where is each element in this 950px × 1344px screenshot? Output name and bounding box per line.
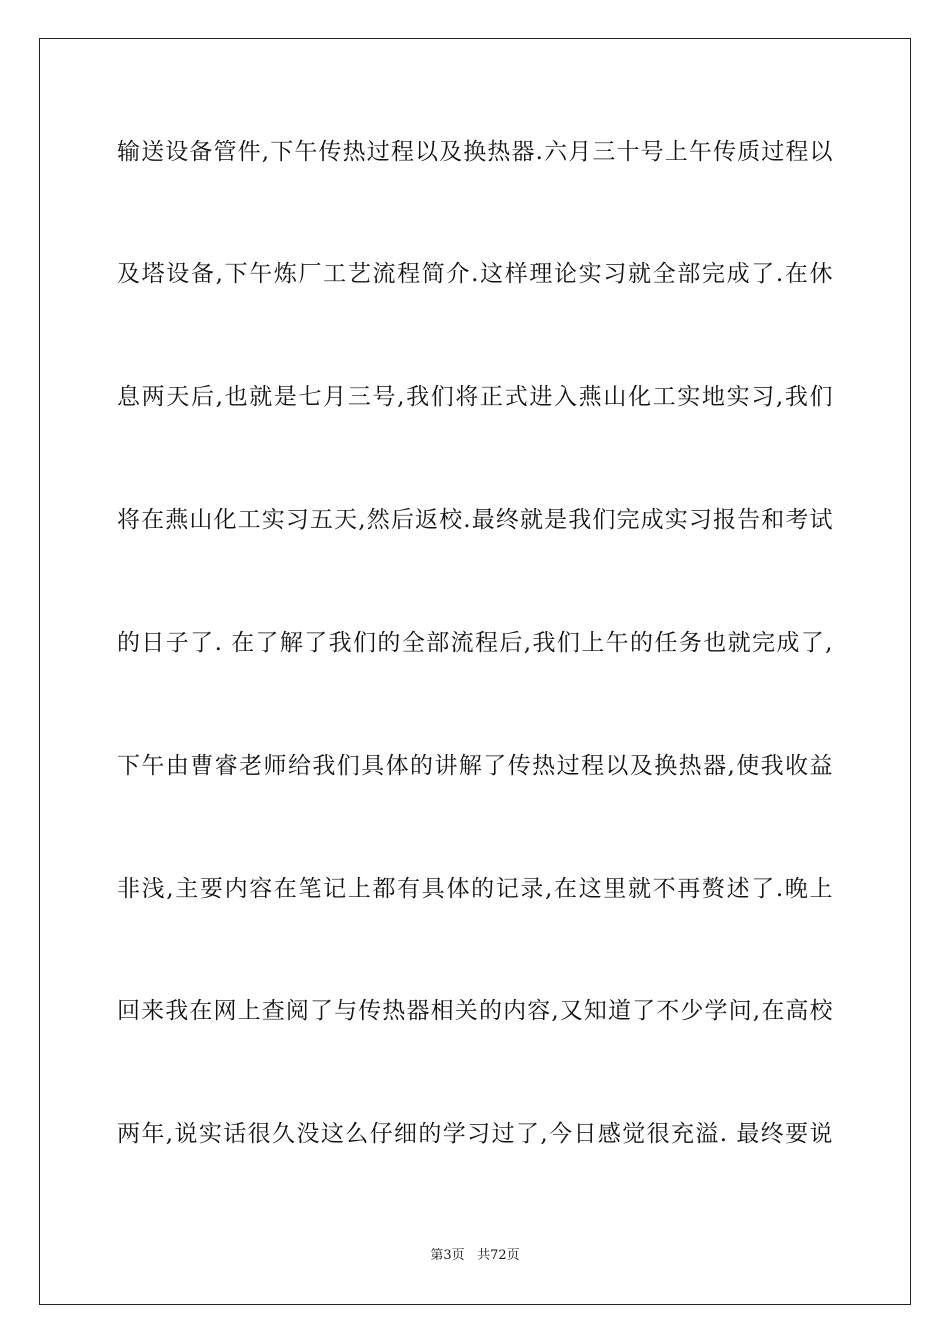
text-line: 及塔设备,下午炼厂工艺流程简介.这样理论实习就全部完成了.在休	[117, 261, 833, 287]
text-line: 输送设备管件,下午传热过程以及换热器.六月三十号上午传质过程以	[117, 139, 833, 165]
text-line: 息两天后,也就是七月三号,我们将正式进入燕山化工实地实习,我们	[117, 384, 833, 410]
page-border	[39, 38, 911, 1305]
page-number: 第3页	[430, 1248, 465, 1263]
text-line: 两年,说实话很久没这么仔细的学习过了,今日感觉很充溢. 最终要说	[117, 1121, 833, 1147]
text-line: 将在燕山化工实习五天,然后返校.最终就是我们完成实习报告和考试	[117, 507, 833, 533]
text-line: 非浅,主要内容在笔记上都有具体的记录,在这里就不再赘述了.晚上	[117, 876, 833, 902]
page-footer	[0, 1247, 950, 1265]
footer-spacer	[465, 1248, 477, 1263]
text-line: 回来我在网上查阅了与传热器相关的内容,又知道了不少学问,在高校	[117, 998, 833, 1024]
page-total: 共72页	[477, 1248, 520, 1263]
text-line: 的日子了. 在了解了我们的全部流程后,我们上午的任务也就完成了,	[117, 630, 833, 656]
text-line: 下午由曹睿老师给我们具体的讲解了传热过程以及换热器,使我收益	[117, 753, 833, 779]
